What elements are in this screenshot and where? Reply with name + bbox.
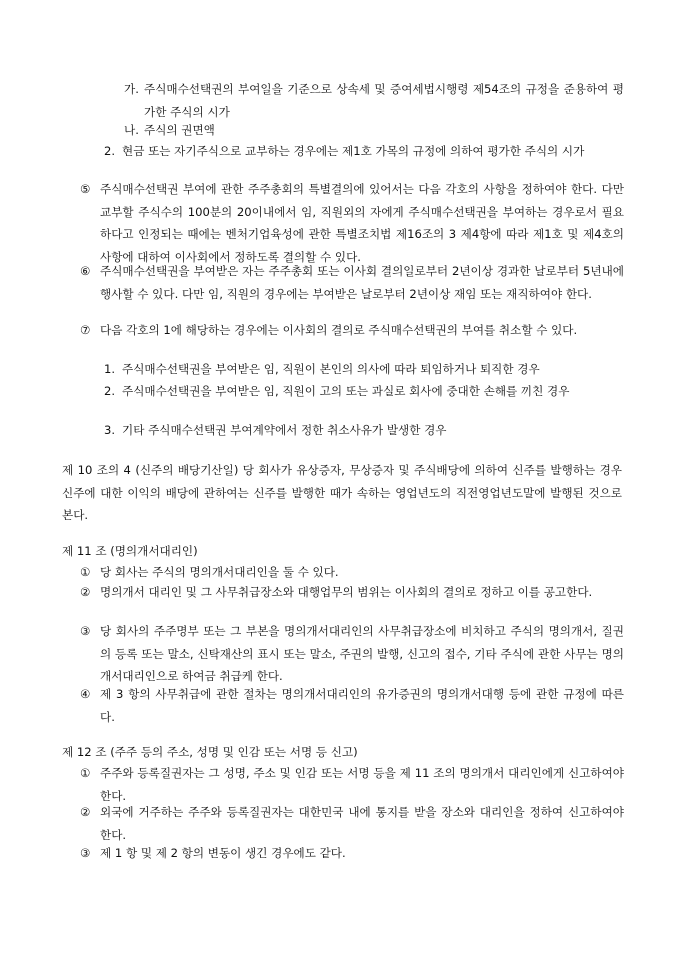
item-2 bbox=[104, 140, 624, 163]
art11-paragraph-3 bbox=[80, 620, 624, 688]
paragraph-text: 명의개서 대리인 및 그 사무취급장소와 대행업무의 범위는 이사회의 결의로 정하고 이를 공고한다. bbox=[100, 585, 593, 599]
paragraph-text: 주식매수선택권을 부여받은 자는 주주총회 또는 이사회 결의일로부터 2년이상 경과한 날로부터 5년내에 행사할 수 있다. 다만 임, 직원의 경우에는 부여받은 날로부터 2년이상 재임 또는 재직하여야 한다. bbox=[100, 264, 624, 301]
sub-item-marker: 가. bbox=[124, 82, 139, 96]
paragraph-marker: ③ bbox=[80, 624, 91, 638]
sub-item-marker: 나. bbox=[124, 123, 139, 137]
item-marker: 3. bbox=[104, 423, 116, 437]
item-text: 주식매수선택권을 부여받은 임, 직원이 본인의 의사에 따라 퇴임하거나 퇴직한 경우 bbox=[122, 362, 540, 376]
item-text: 현금 또는 자기주식으로 교부하는 경우에는 제1호 가목의 규정에 의하여 평가한 주식의 시가 bbox=[122, 144, 585, 158]
cancel-item-2 bbox=[104, 380, 624, 403]
paragraph-marker: ④ bbox=[80, 687, 91, 701]
paragraph-marker: ⑦ bbox=[80, 323, 91, 337]
art11-paragraph-4 bbox=[80, 683, 624, 728]
paragraph-marker: ⑤ bbox=[80, 182, 91, 196]
cancel-item-3 bbox=[104, 419, 624, 442]
article-12-heading: 제 12 조 (주주 등의 주소, 성명 및 인감 또는 서명 등 신고) bbox=[62, 745, 358, 759]
paragraph-marker: ② bbox=[80, 805, 91, 819]
article-10-4 bbox=[62, 459, 622, 527]
item-text: 주식매수선택권을 부여받은 임, 직원이 고의 또는 과실로 회사에 중대한 손해를 끼친 경우 bbox=[122, 384, 570, 398]
cancel-item-1 bbox=[104, 358, 624, 381]
item-marker: 2. bbox=[104, 384, 116, 398]
paragraph-marker: ③ bbox=[80, 846, 91, 860]
paragraph-marker: ① bbox=[80, 565, 91, 579]
art12-paragraph-2 bbox=[80, 801, 624, 846]
paragraph-text: 주식매수선택권 부여에 관한 주주총회의 특별결의에 있어서는 다음 각호의 사항을 정하여야 한다. 다만 교부할 주식수의 100분의 20이내에서 임, 직원외의 자에게 주식매수선택권을 부여하는 경우로서 필요하다고 인정되는 때에는 벤처기업육성에 관한 특별조치법 제16조의 3 제4항에 따라 제1호 및 제4호의 사항에 대하여 이사회에서 정하도록 결의할 수 있다. bbox=[100, 182, 624, 264]
paragraph-marker: ① bbox=[80, 766, 91, 780]
paragraph-text: 다음 각호의 1에 해당하는 경우에는 이사회의 결의로 주식매수선택권의 부여를 취소할 수 있다. bbox=[100, 323, 578, 337]
paragraph-7 bbox=[80, 319, 624, 342]
paragraph-text: 외국에 거주하는 주주와 등록질권자는 대한민국 내에 통지를 받을 장소와 대리인을 정하여 신고하여야 한다. bbox=[100, 805, 624, 842]
paragraph-5 bbox=[80, 178, 624, 268]
paragraph-text: 제 1 항 및 제 2 항의 변동이 생긴 경우에도 같다. bbox=[100, 846, 346, 860]
paragraph-marker: ⑥ bbox=[80, 264, 91, 278]
article-heading: 제 10 조의 4 (신주의 배당기산일) bbox=[62, 463, 243, 477]
item-marker: 2. bbox=[104, 144, 116, 158]
paragraph-text: 당 회사는 주식의 명의개서대리인을 둘 수 있다. bbox=[100, 565, 339, 579]
paragraph-text: 주주와 등록질권자는 그 성명, 주소 및 인감 또는 서명 등을 제 11 조의 명의개서 대리인에게 신고하여야 한다. bbox=[100, 766, 624, 803]
article-text: 당 회사가 유상증자, 무상증자 및 주식배당에 의하여 신주를 발행하는 경우 신주에 대한 이익의 배당에 관하여는 신주를 발행한 때가 속하는 영업년도의 직전영업년도말에 발행된 것으로 본다. bbox=[62, 463, 623, 522]
sub-item-text: 주식의 권면액 bbox=[144, 123, 215, 137]
paragraph-text: 제 3 항의 사무취급에 관한 절차는 명의개서대리인의 유가증권의 명의개서대행 등에 관한 규정에 따른다. bbox=[100, 687, 624, 724]
item-marker: 1. bbox=[104, 362, 116, 376]
paragraph-marker: ② bbox=[80, 585, 91, 599]
paragraph-text: 당 회사의 주주명부 또는 그 부본을 명의개서대리인의 사무취급장소에 비치하고 주식의 명의개서, 질권의 등록 또는 말소, 신탁재산의 표시 또는 말소, 주권의 발행, 신고의 접수, 기타 주식에 관한 사무는 명의개서대리인으로 하여금 취급케 한다. bbox=[100, 624, 624, 683]
paragraph-6 bbox=[80, 260, 624, 305]
sub-item-text: 주식매수선택권의 부여일을 기준으로 상속세 및 증여세법시행령 제54조의 규정을 준용하여 평가한 주식의 시가 bbox=[144, 82, 624, 119]
sub-item-na bbox=[124, 119, 624, 142]
sub-item-ga bbox=[124, 78, 624, 123]
art12-paragraph-3 bbox=[80, 842, 624, 865]
article-11-heading: 제 11 조 (명의개서대리인) bbox=[62, 544, 198, 558]
item-text: 기타 주식매수선택권 부여계약에서 정한 취소사유가 발생한 경우 bbox=[122, 423, 447, 437]
art11-paragraph-2 bbox=[80, 581, 624, 604]
